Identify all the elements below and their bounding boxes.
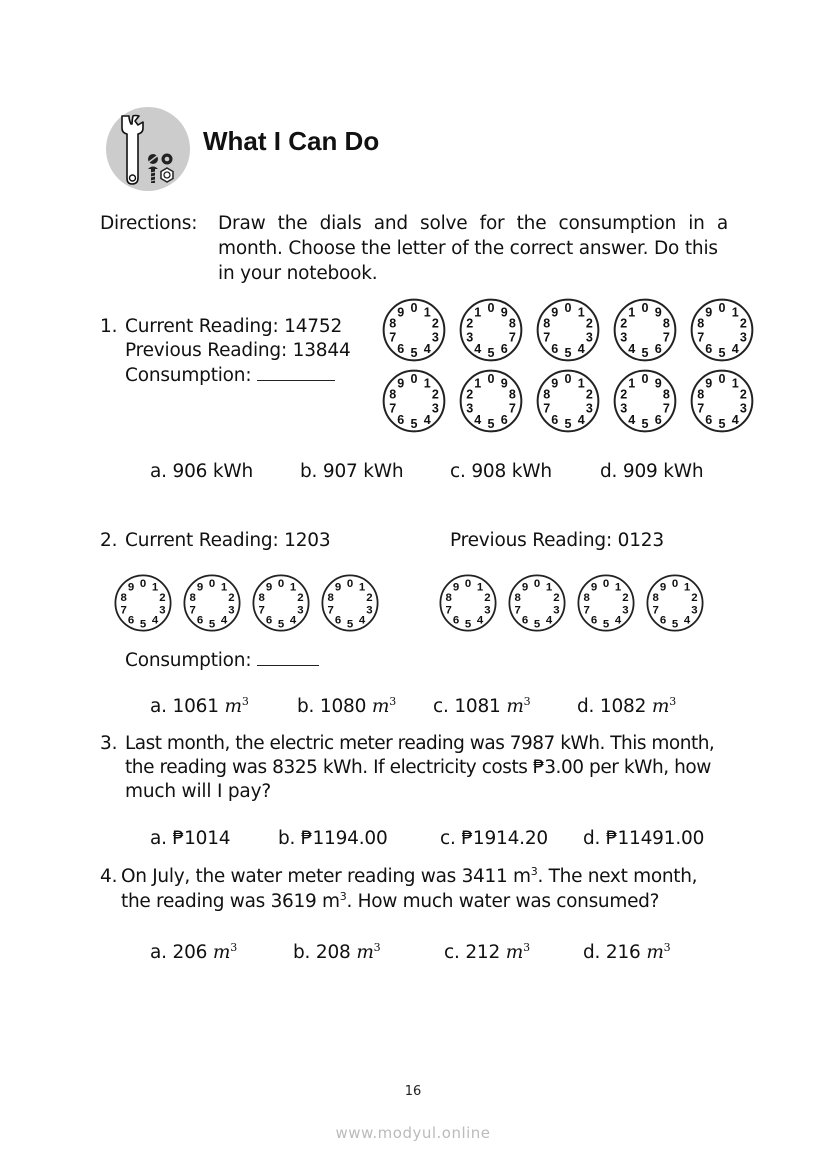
dial-digit: 8 bbox=[389, 316, 397, 331]
dial-digit: 6 bbox=[500, 412, 508, 427]
dial-digit: 1 bbox=[423, 376, 431, 391]
dial-digit: 6 bbox=[397, 341, 405, 356]
dial-digit: 8 bbox=[189, 591, 196, 604]
dial-digit: 1 bbox=[731, 376, 739, 391]
dial-digit: 1 bbox=[474, 376, 482, 391]
dial-digit: 9 bbox=[590, 581, 598, 594]
dial-digit: 1 bbox=[423, 305, 431, 320]
dial-digit: 6 bbox=[705, 412, 713, 427]
dial-digit: 4 bbox=[220, 614, 228, 627]
q4-line-1: On July, the water meter reading was 3411 $m^3$. The next month, bbox=[121, 865, 698, 887]
dial-digit: 1 bbox=[577, 305, 585, 320]
dial-digit: 7 bbox=[120, 604, 127, 617]
dial-digit: 0 bbox=[533, 577, 541, 590]
q3-choice-a[interactable]: a. ₱1014 bbox=[150, 828, 231, 849]
dial-digit: 3 bbox=[466, 401, 474, 416]
dial-digit: 3 bbox=[431, 330, 439, 345]
q1-consumption-label: Consumption: bbox=[125, 365, 252, 386]
dial-digit: 5 bbox=[641, 346, 649, 361]
dial-digit: 3 bbox=[739, 330, 747, 345]
dial-digit: 9 bbox=[500, 305, 508, 320]
dial-digit: 4 bbox=[628, 412, 636, 427]
dial-digit: 0 bbox=[641, 301, 649, 316]
directions-line-3: in your notebook. bbox=[218, 263, 378, 284]
dial-digit: 5 bbox=[410, 346, 418, 361]
meter-dial-clockwise[interactable] bbox=[320, 573, 380, 633]
dial-digit: 7 bbox=[445, 604, 452, 617]
dial-digit: 9 bbox=[334, 581, 342, 594]
dial-digit: 9 bbox=[654, 376, 662, 391]
dial-digit: 9 bbox=[196, 581, 204, 594]
q2-choice-d-value: d. 1082 bbox=[577, 696, 647, 717]
dial-digit: 8 bbox=[697, 316, 705, 331]
dial-digit: 4 bbox=[474, 412, 482, 427]
dial-digit: 6 bbox=[654, 412, 662, 427]
q2-choice-b-value: b. 1080 bbox=[297, 696, 367, 717]
q3-line-2: the reading was 8325 kWh. If electricity costs ₱3.00 per kWh, how bbox=[125, 757, 711, 778]
dial-digit: 7 bbox=[662, 330, 670, 345]
meter-dial-clockwise[interactable] bbox=[645, 573, 705, 633]
directions-label: Directions: bbox=[100, 213, 198, 234]
dial-digit: 2 bbox=[297, 591, 304, 604]
dial-digit: 5 bbox=[718, 346, 726, 361]
watermark: www.modyul.online bbox=[335, 1124, 491, 1142]
q2-choice-a-value: a. 1061 bbox=[150, 696, 219, 717]
dial-digit: 3 bbox=[739, 401, 747, 416]
meter-dial-clockwise[interactable] bbox=[381, 368, 447, 434]
dial-digit: 2 bbox=[228, 591, 235, 604]
q1-previous-reading: Previous Reading: 13844 bbox=[125, 340, 351, 361]
q3-line-1: Last month, the electric meter reading was 7987 kWh. This month, bbox=[125, 733, 715, 754]
dial-digit: 8 bbox=[514, 591, 521, 604]
dial-digit: 7 bbox=[697, 401, 705, 416]
meter-dial-counterclockwise[interactable] bbox=[458, 297, 524, 363]
dial-digit: 4 bbox=[577, 412, 585, 427]
dial-digit: 2 bbox=[620, 387, 628, 402]
dial-digit: 0 bbox=[718, 372, 726, 387]
meter-dial-clockwise[interactable] bbox=[438, 573, 498, 633]
directions-line-2: month. Choose the letter of the correct answer. Do this bbox=[218, 238, 718, 259]
dial-digit: 4 bbox=[683, 614, 691, 627]
meter-dial-clockwise[interactable] bbox=[182, 573, 242, 633]
dial-digit: 8 bbox=[583, 591, 590, 604]
q2-consumption bbox=[125, 647, 319, 673]
dial-digit: 6 bbox=[659, 614, 667, 627]
dial-digit: 6 bbox=[500, 341, 508, 356]
dial-digit: 8 bbox=[652, 591, 659, 604]
dial-digit: 6 bbox=[196, 614, 204, 627]
dial-digit: 0 bbox=[564, 301, 572, 316]
q2-previous-reading: Previous Reading: 0123 bbox=[450, 530, 664, 551]
dial-digit: 5 bbox=[208, 618, 216, 631]
dial-digit: 1 bbox=[577, 376, 585, 391]
q2-choice-b[interactable] bbox=[297, 694, 396, 719]
dial-digit: 9 bbox=[551, 305, 559, 320]
dial-digit: 0 bbox=[208, 577, 216, 590]
dial-digit: 7 bbox=[662, 401, 670, 416]
dial-digit: 9 bbox=[500, 376, 508, 391]
q3-choice-b[interactable]: b. ₱1194.00 bbox=[278, 828, 388, 849]
dial-digit: 7 bbox=[543, 330, 551, 345]
dial-digit: 4 bbox=[577, 341, 585, 356]
dial-digit: 9 bbox=[705, 305, 713, 320]
q2-consumption-label: Consumption: bbox=[125, 650, 252, 671]
q4-choice-b-unit: $m^3$ bbox=[356, 941, 381, 963]
dial-digit: 2 bbox=[159, 591, 166, 604]
q2-choice-c-unit: $m^3$ bbox=[506, 695, 531, 717]
dial-digit: 5 bbox=[277, 618, 285, 631]
dial-digit: 2 bbox=[466, 316, 474, 331]
dial-digit: 3 bbox=[484, 604, 491, 617]
q2-choice-d-unit: $m^3$ bbox=[651, 695, 677, 717]
dial-digit: 8 bbox=[258, 591, 265, 604]
dial-digit: 0 bbox=[410, 372, 418, 387]
q1-answer-blank[interactable] bbox=[257, 362, 335, 381]
meter-dial-counterclockwise[interactable] bbox=[612, 297, 678, 363]
dial-digit: 7 bbox=[583, 604, 590, 617]
q4-choice-c-value: c. 212 bbox=[444, 942, 501, 963]
q1-current-reading: Current Reading: 14752 bbox=[125, 316, 343, 337]
dial-digit: 7 bbox=[652, 604, 659, 617]
dial-digit: 9 bbox=[397, 305, 405, 320]
dial-digit: 9 bbox=[452, 581, 460, 594]
dial-digit: 3 bbox=[297, 604, 304, 617]
q4-choice-d-value: d. 216 bbox=[583, 942, 641, 963]
meter-dial-counterclockwise[interactable] bbox=[612, 368, 678, 434]
dial-digit: 2 bbox=[622, 591, 629, 604]
q4-choice-a[interactable] bbox=[150, 940, 237, 965]
dial-digit: 4 bbox=[545, 614, 553, 627]
q2-current-reading: Current Reading: 1203 bbox=[125, 530, 331, 551]
page-number: 16 bbox=[404, 1084, 422, 1099]
meter-dial-clockwise[interactable] bbox=[576, 573, 636, 633]
dial-digit: 8 bbox=[543, 316, 551, 331]
q4-number: 4. bbox=[100, 866, 118, 887]
dial-digit: 0 bbox=[718, 301, 726, 316]
dial-digit: 3 bbox=[585, 401, 593, 416]
dial-digit: 5 bbox=[464, 618, 472, 631]
dial-digit: 7 bbox=[514, 604, 521, 617]
q2-choice-c-value: c. 1081 bbox=[433, 696, 501, 717]
dial-digit: 4 bbox=[731, 341, 739, 356]
dial-digit: 7 bbox=[258, 604, 265, 617]
dial-digit: 1 bbox=[476, 581, 484, 594]
q2-choice-c[interactable] bbox=[433, 694, 530, 719]
dial-digit: 8 bbox=[662, 316, 670, 331]
dial-digit: 7 bbox=[189, 604, 196, 617]
dial-digit: 2 bbox=[366, 591, 373, 604]
dial-digit: 1 bbox=[683, 581, 691, 594]
dial-digit: 5 bbox=[564, 417, 572, 432]
dial-digit: 4 bbox=[628, 341, 636, 356]
q3-line-3: much will I pay? bbox=[125, 781, 271, 802]
dial-digit: 5 bbox=[533, 618, 541, 631]
dial-digit: 5 bbox=[139, 618, 147, 631]
dial-digit: 1 bbox=[731, 305, 739, 320]
dial-digit: 2 bbox=[484, 591, 491, 604]
q4-line-2: the reading was 3619 $m^3$. How much water was consumed? bbox=[121, 890, 660, 912]
wrench-bolts-icon bbox=[105, 106, 191, 192]
dial-digit: 3 bbox=[466, 330, 474, 345]
dial-digit: 6 bbox=[127, 614, 135, 627]
dial-digit: 5 bbox=[718, 417, 726, 432]
dial-digit: 3 bbox=[622, 604, 629, 617]
dial-digit: 3 bbox=[620, 330, 628, 345]
dial-digit: 1 bbox=[628, 376, 636, 391]
q2-choice-b-unit: $m^3$ bbox=[371, 695, 397, 717]
dial-digit: 6 bbox=[397, 412, 405, 427]
q2-choice-a[interactable] bbox=[150, 694, 249, 719]
dial-digit: 1 bbox=[151, 581, 159, 594]
dial-digit: 4 bbox=[614, 614, 622, 627]
q1-number: 1. bbox=[100, 316, 118, 337]
dial-digit: 2 bbox=[431, 387, 439, 402]
dial-digit: 5 bbox=[602, 618, 610, 631]
dial-digit: 0 bbox=[564, 372, 572, 387]
dial-digit: 3 bbox=[585, 330, 593, 345]
dial-digit: 8 bbox=[327, 591, 334, 604]
q3-choice-c[interactable]: c. ₱1914.20 bbox=[440, 828, 549, 849]
dial-digit: 0 bbox=[641, 372, 649, 387]
dial-digit: 3 bbox=[620, 401, 628, 416]
page-title: What I Can Do bbox=[203, 126, 380, 156]
dial-digit: 8 bbox=[543, 387, 551, 402]
dial-digit: 8 bbox=[662, 387, 670, 402]
dial-digit: 1 bbox=[545, 581, 553, 594]
dial-digit: 5 bbox=[487, 346, 495, 361]
dial-digit: 7 bbox=[508, 401, 516, 416]
dial-digit: 2 bbox=[553, 591, 560, 604]
dial-digit: 4 bbox=[476, 614, 484, 627]
dial-digit: 0 bbox=[487, 301, 495, 316]
dial-digit: 4 bbox=[731, 412, 739, 427]
dial-digit: 6 bbox=[265, 614, 273, 627]
dial-digit: 2 bbox=[739, 387, 747, 402]
q1-choice-d[interactable]: d. 909 kWh bbox=[600, 461, 704, 482]
dial-digit: 2 bbox=[466, 387, 474, 402]
meter-dial-counterclockwise[interactable] bbox=[458, 368, 524, 434]
dial-digit: 5 bbox=[346, 618, 354, 631]
q2-answer-blank[interactable] bbox=[257, 647, 319, 666]
q4-choice-a-value: a. 206 bbox=[150, 942, 208, 963]
q1-consumption bbox=[125, 362, 335, 388]
meter-dial-clockwise[interactable] bbox=[689, 297, 755, 363]
meter-dial-clockwise[interactable] bbox=[507, 573, 567, 633]
dial-digit: 1 bbox=[358, 581, 366, 594]
dial-digit: 0 bbox=[464, 577, 472, 590]
q1-choice-b[interactable]: b. 907 kWh bbox=[300, 461, 404, 482]
dial-digit: 9 bbox=[705, 376, 713, 391]
dial-digit: 1 bbox=[614, 581, 622, 594]
dial-digit: 9 bbox=[654, 305, 662, 320]
dial-digit: 7 bbox=[389, 401, 397, 416]
dial-digit: 3 bbox=[366, 604, 373, 617]
meter-dial-clockwise[interactable] bbox=[535, 368, 601, 434]
dial-digit: 8 bbox=[508, 387, 516, 402]
dial-digit: 0 bbox=[277, 577, 285, 590]
q4-choice-a-unit: $m^3$ bbox=[212, 941, 238, 963]
dial-digit: 8 bbox=[120, 591, 127, 604]
dial-digit: 4 bbox=[474, 341, 482, 356]
dial-digit: 2 bbox=[620, 316, 628, 331]
dial-digit: 7 bbox=[697, 330, 705, 345]
meter-dial-clockwise[interactable] bbox=[113, 573, 173, 633]
dial-digit: 1 bbox=[289, 581, 297, 594]
dial-digit: 4 bbox=[151, 614, 159, 627]
dial-digit: 4 bbox=[423, 412, 431, 427]
dial-digit: 6 bbox=[705, 341, 713, 356]
dial-digit: 5 bbox=[671, 618, 679, 631]
dial-digit: 5 bbox=[641, 417, 649, 432]
dial-digit: 8 bbox=[389, 387, 397, 402]
q1-choice-c[interactable]: c. 908 kWh bbox=[450, 461, 552, 482]
dial-digit: 3 bbox=[228, 604, 235, 617]
dial-digit: 7 bbox=[508, 330, 516, 345]
dial-digit: 6 bbox=[654, 341, 662, 356]
dial-digit: 7 bbox=[389, 330, 397, 345]
meter-dial-clockwise[interactable] bbox=[251, 573, 311, 633]
dial-digit: 9 bbox=[659, 581, 667, 594]
dial-digit: 7 bbox=[327, 604, 334, 617]
dial-digit: 2 bbox=[691, 591, 698, 604]
q4-choice-d[interactable] bbox=[583, 940, 670, 965]
q2-choice-a-unit: $m^3$ bbox=[224, 695, 249, 717]
q4-choice-b[interactable] bbox=[293, 940, 380, 965]
dial-digit: 5 bbox=[564, 346, 572, 361]
dial-digit: 9 bbox=[397, 376, 405, 391]
dial-digit: 4 bbox=[358, 614, 366, 627]
meter-dial-clockwise[interactable] bbox=[689, 368, 755, 434]
dial-digit: 2 bbox=[585, 387, 593, 402]
directions-line-1: Draw the dials and solve for the consumption in a bbox=[218, 213, 728, 234]
dial-digit: 6 bbox=[551, 341, 559, 356]
dial-digit: 2 bbox=[431, 316, 439, 331]
meter-dial-clockwise[interactable] bbox=[535, 297, 601, 363]
q1-choice-a[interactable]: a. 906 kWh bbox=[150, 461, 254, 482]
dial-digit: 9 bbox=[127, 581, 135, 594]
dial-digit: 6 bbox=[452, 614, 460, 627]
q4-choice-b-value: b. 208 bbox=[293, 942, 351, 963]
dial-digit: 2 bbox=[585, 316, 593, 331]
dial-digit: 3 bbox=[431, 401, 439, 416]
dial-digit: 0 bbox=[671, 577, 679, 590]
q3-choice-d[interactable]: d. ₱11491.00 bbox=[583, 828, 705, 849]
dial-digit: 9 bbox=[521, 581, 529, 594]
dial-digit: 1 bbox=[628, 305, 636, 320]
q4-choice-d-unit: $m^3$ bbox=[646, 941, 671, 963]
dial-digit: 8 bbox=[508, 316, 516, 331]
dial-digit: 1 bbox=[474, 305, 482, 320]
dial-digit: 2 bbox=[739, 316, 747, 331]
q2-choice-d[interactable] bbox=[577, 694, 676, 719]
dial-digit: 9 bbox=[551, 376, 559, 391]
q3-number: 3. bbox=[100, 733, 118, 754]
meter-dial-clockwise[interactable] bbox=[381, 297, 447, 363]
dial-digit: 6 bbox=[521, 614, 529, 627]
dial-digit: 0 bbox=[139, 577, 147, 590]
dial-digit: 6 bbox=[551, 412, 559, 427]
dial-digit: 3 bbox=[691, 604, 698, 617]
dial-digit: 5 bbox=[410, 417, 418, 432]
dial-digit: 6 bbox=[590, 614, 598, 627]
dial-digit: 1 bbox=[220, 581, 228, 594]
dial-digit: 8 bbox=[445, 591, 452, 604]
dial-digit: 6 bbox=[334, 614, 342, 627]
q2-number: 2. bbox=[100, 530, 118, 551]
q4-choice-c[interactable] bbox=[444, 940, 530, 965]
dial-digit: 8 bbox=[697, 387, 705, 402]
dial-digit: 0 bbox=[346, 577, 354, 590]
dial-digit: 5 bbox=[487, 417, 495, 432]
dial-digit: 0 bbox=[602, 577, 610, 590]
dial-digit: 3 bbox=[159, 604, 166, 617]
dial-digit: 4 bbox=[423, 341, 431, 356]
dial-digit: 3 bbox=[553, 604, 560, 617]
dial-digit: 7 bbox=[543, 401, 551, 416]
dial-digit: 0 bbox=[410, 301, 418, 316]
dial-digit: 0 bbox=[487, 372, 495, 387]
dial-digit: 9 bbox=[265, 581, 273, 594]
q4-choice-c-unit: $m^3$ bbox=[505, 941, 530, 963]
dial-digit: 4 bbox=[289, 614, 297, 627]
